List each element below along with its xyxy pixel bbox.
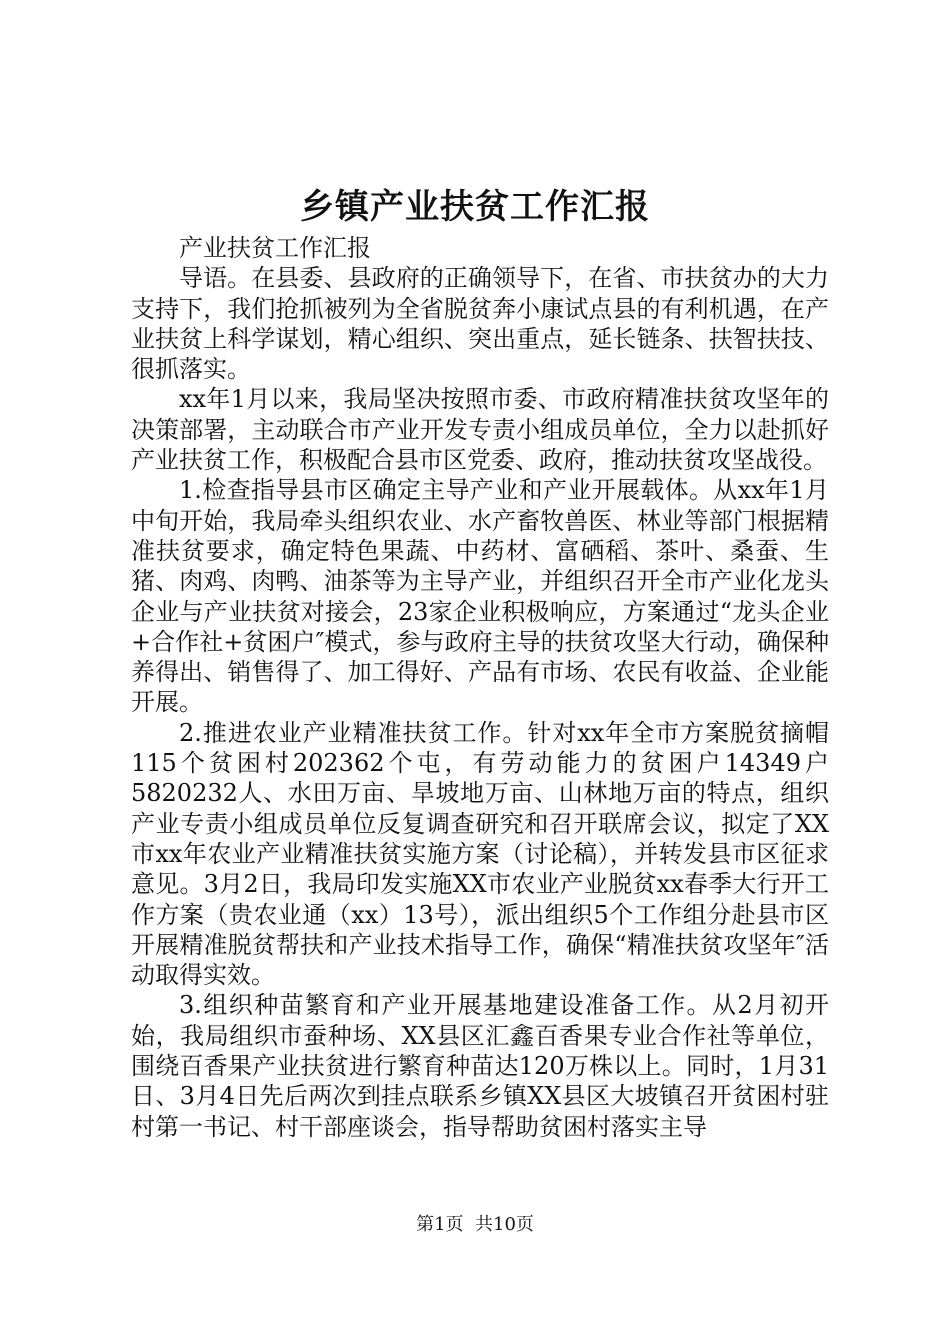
- paragraph-subtitle: 产业扶贫工作汇报: [179, 234, 371, 262]
- paragraph-intro: 导语。在县委、县政府的正确领导下，在省、市扶贫办的大力支持下，我们抢抓被列为全省脱贫奔小康试点县的有利机遇，在产业扶贫上科学谋划，精心组织、突出重点，延长链条、扶智扶技、很抓落实。: [131, 264, 829, 384]
- document-title: 乡镇产业扶贫工作汇报: [300, 187, 650, 227]
- page-number: 第1页: [416, 1214, 464, 1235]
- paragraph-item-2: 2.推进农业产业精准扶贫工作。针对xx年全市方案脱贫摘帽115个贫困村202362个屯，有劳动能力的贫困户14349户5820232人、水田万亩、旱坡地万亩、山林地万亩的特点，组织产业专责小组成员单位反复调查研究和召开联席会议，拟定了XX市xx年农业产业精准扶贫实施方案（讨论稿），并转发县市区征求意见。3月2日，我局印发实施XX市农业产业脱贫xx春季大行开工作方案（贵农业通（xx）13号），派出组织5个工作组分赴县市区开展精准脱贫帮扶和产业技术指导工作，确保“精准扶贫攻坚年″活动取得实效。: [131, 718, 829, 990]
- document-body: [131, 233, 829, 1142]
- paragraph-overview: xx年1月以来，我局坚决按照市委、市政府精准扶贫攻坚年的决策部署，主动联合市产业开发专责小组成员单位，全力以赴抓好产业扶贫工作，积极配合县市区党委、政府，推动扶贫攻坚战役。: [131, 385, 829, 475]
- paragraph-item-1: 1.检查指导县市区确定主导产业和产业开展载体。从xx年1月中旬开始，我局牵头组织农业、水产畜牧兽医、林业等部门根据精准扶贫要求，确定特色果蔬、中药材、富硒稻、茶叶、桑蚕、生猪、肉鸡、肉鸭、油茶等为主导产业，并组织召开全市产业化龙头企业与产业扶贫对接会，23家企业积极响应，方案通过“龙头企业+合作社+贫困户″模式，参与政府主导的扶贫攻坚大行动，确保种养得出、销售得了、加工得好、产品有市场、农民有收益、企业能开展。: [131, 476, 829, 717]
- page-total: 共10页: [475, 1214, 534, 1235]
- page-footer: [0, 1213, 950, 1237]
- paragraph-item-3: 3.组织种苗繁育和产业开展基地建设准备工作。从2月初开始，我局组织市蚕种场、XX县区汇鑫百香果专业合作社等单位，围绕百香果产业扶贫进行繁育种苗达120万株以上。同时，1月31日、3月4日先后两次到挂点联系乡镇XX县区大坡镇召开贫困村驻村第一书记、村干部座谈会，指导帮助贫困村落实主导: [131, 991, 829, 1141]
